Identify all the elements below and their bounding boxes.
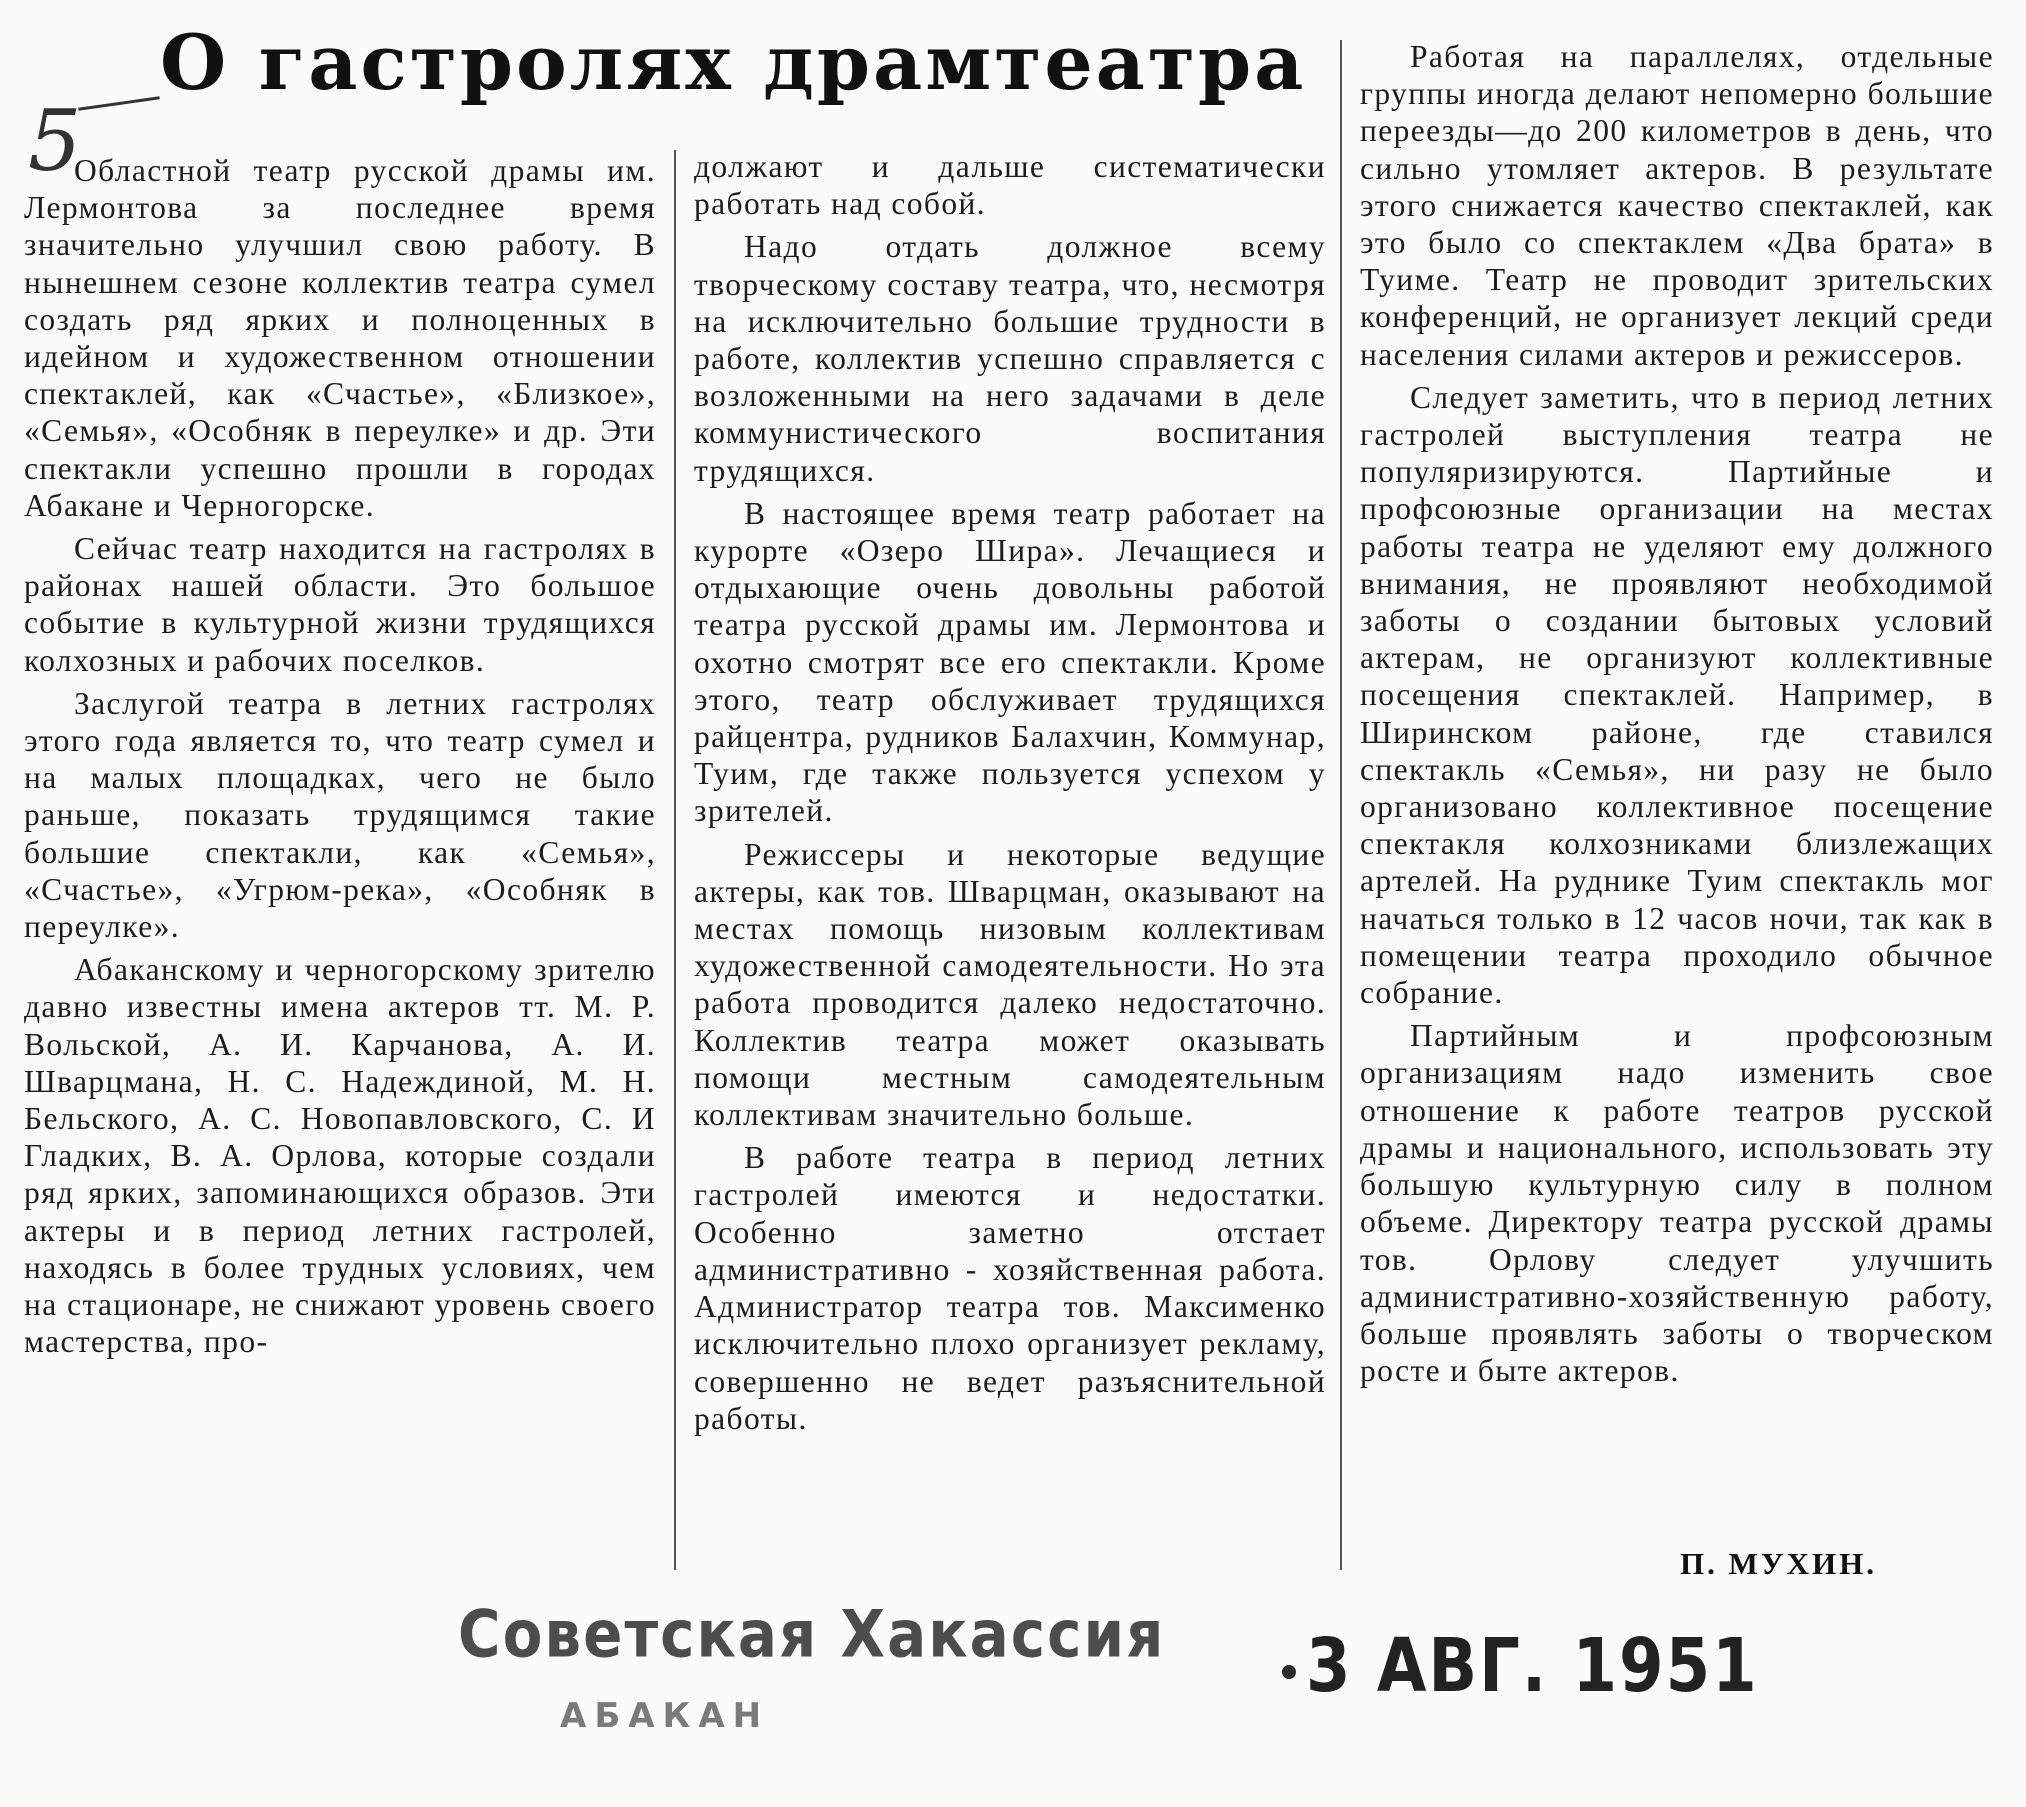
article-column-3 xyxy=(1360,38,1994,1395)
paragraph: Областной театр русской драмы им. Лермонтова за последнее время значительно улучшил свою работу. В нынешнем сезоне коллектив театра сумел создать ряд ярких и полноценных в идейном и художественном отношении спектаклей, как «Счастье», «Близкое», «Семья», «Особняк в переулке» и др. Эти спектакли успешно прошли в городах Абакане и Черногорске. xyxy=(24,153,656,523)
paragraph: Следует заметить, что в период летних гастролей выступления театра не популяризируются. Партийные и профсоюзные организации на местах работы театра не уделяют ему должного внимания, не проявляют необходимой заботы о создании бытовых условий актерам, не организуют коллективные посещения спектаклей. Например, в Ширинском районе, где ставился спектакль «Семья», ни разу не было организовано коллективное посещение спектакля колхозниками близлежащих артелей. На руднике Туим спектакль мог начаться только в 12 часов ночи, так как в помещении театра проходило обычное собрание. xyxy=(1360,379,1994,1011)
column-divider xyxy=(1340,40,1342,1570)
handwritten-page-number: 5 xyxy=(28,92,82,190)
newspaper-stamp: Советская Хакассия xyxy=(458,1595,1166,1673)
paragraph: Партийным и профсоюзным организациям надо изменить свое отношение к работе театров русской драмы и национального, использовать эту большую культурную силу в полном объеме. Директору театра русской драмы тов. Орлову следует улучшить административно-хозяйственную работу, больше проявлять заботы о творческом росте и быте актеров. xyxy=(1360,1018,1994,1389)
paragraph: В настоящее время театр работает на курорте «Озеро Шира». Лечащиеся и отдыхающие очень довольны работой театра русской драмы им. Лермонтова и охотно смотрят все его спектакли. Кроме этого, театр обслуживает трудящихся райцентра, рудников Балахчин, Коммунар, Туим, где также пользуется успехом у зрителей. xyxy=(694,495,1326,829)
author-signature: П. МУХИН. xyxy=(1680,1546,1877,1581)
article-column-1 xyxy=(24,152,656,1367)
paragraph: Сейчас театр находится на гастролях в районах нашей области. Это большое событие в культурной жизни трудящихся колхозных и рабочих поселков. xyxy=(24,531,656,678)
handwritten-stroke xyxy=(78,96,160,110)
paragraph: Режиссеры и некоторые ведущие актеры, как тов. Шварцман, оказывают на местах помощь низовым коллективам художественной самодеятельности. Но эта работа проводится далеко недостаточно. Коллектив театра может оказывать помощи местным самодеятельным коллективам значительно больше. xyxy=(694,836,1326,1133)
paragraph: В работе театра в период летних гастролей имеются и недостатки. Особенно заметно отстает административно - хозяйственная работа. Администратор театра тов. Максименко исключительно плохо организует рекламу, совершенно не ведет разъяснительной работы. xyxy=(694,1140,1326,1436)
date-stamp: 3 АВГ. 1951 xyxy=(1306,1624,1759,1710)
paragraph: Абаканскому и черногорскому зрителю давно известны имена актеров тт. М. Р. Вольской, А. И. Карчанова, А. И. Шварцмана, Н. С. Надеждиной, М. Н. Бельского, А. С. Новопавловского, С. И Гладких, В. А. Орлова, которые создали ряд ярких, запоминающихся образов. Эти актеры и в период летних гастролей, находясь в более трудных условиях, чем на стационаре, не снижают уровень своего мастерства, про- xyxy=(24,952,656,1360)
paragraph: Надо отдать должное всему творческому составу театра, что, несмотря на исключительно большие трудности в работе, коллектив успешно справляется с возложенными на него задачами в деле коммунистического воспитания трудящихся. xyxy=(694,229,1326,488)
stamp-dot-icon xyxy=(1282,1665,1296,1679)
paragraph: должают и дальше систематически работать над собой. xyxy=(694,149,1326,222)
newspaper-stamp-city: АБАКАН xyxy=(560,1696,770,1736)
column-divider xyxy=(674,150,676,1570)
paragraph: Работая на параллелях, отдельные группы иногда делают непомерно большие переезды—до 200 километров в день, что сильно утомляет актеров. В результате этого снижается качество спектаклей, как это было со спектаклем «Два брата» в Туиме. Театр не проводит зрительских конференций, не организует лекций среди населения силами актеров и режиссеров. xyxy=(1360,39,1994,372)
article-column-2 xyxy=(694,148,1326,1443)
paragraph: Заслугой театра в летних гастролях этого года является то, что театр сумел и на малых площадках, чего не было раньше, показать трудящимся такие большие спектакли, как «Семья», «Счастье», «Угрюм-река», «Особняк в переулке». xyxy=(24,685,656,945)
article-headline: О гастролях драмтеатра xyxy=(160,18,1307,107)
